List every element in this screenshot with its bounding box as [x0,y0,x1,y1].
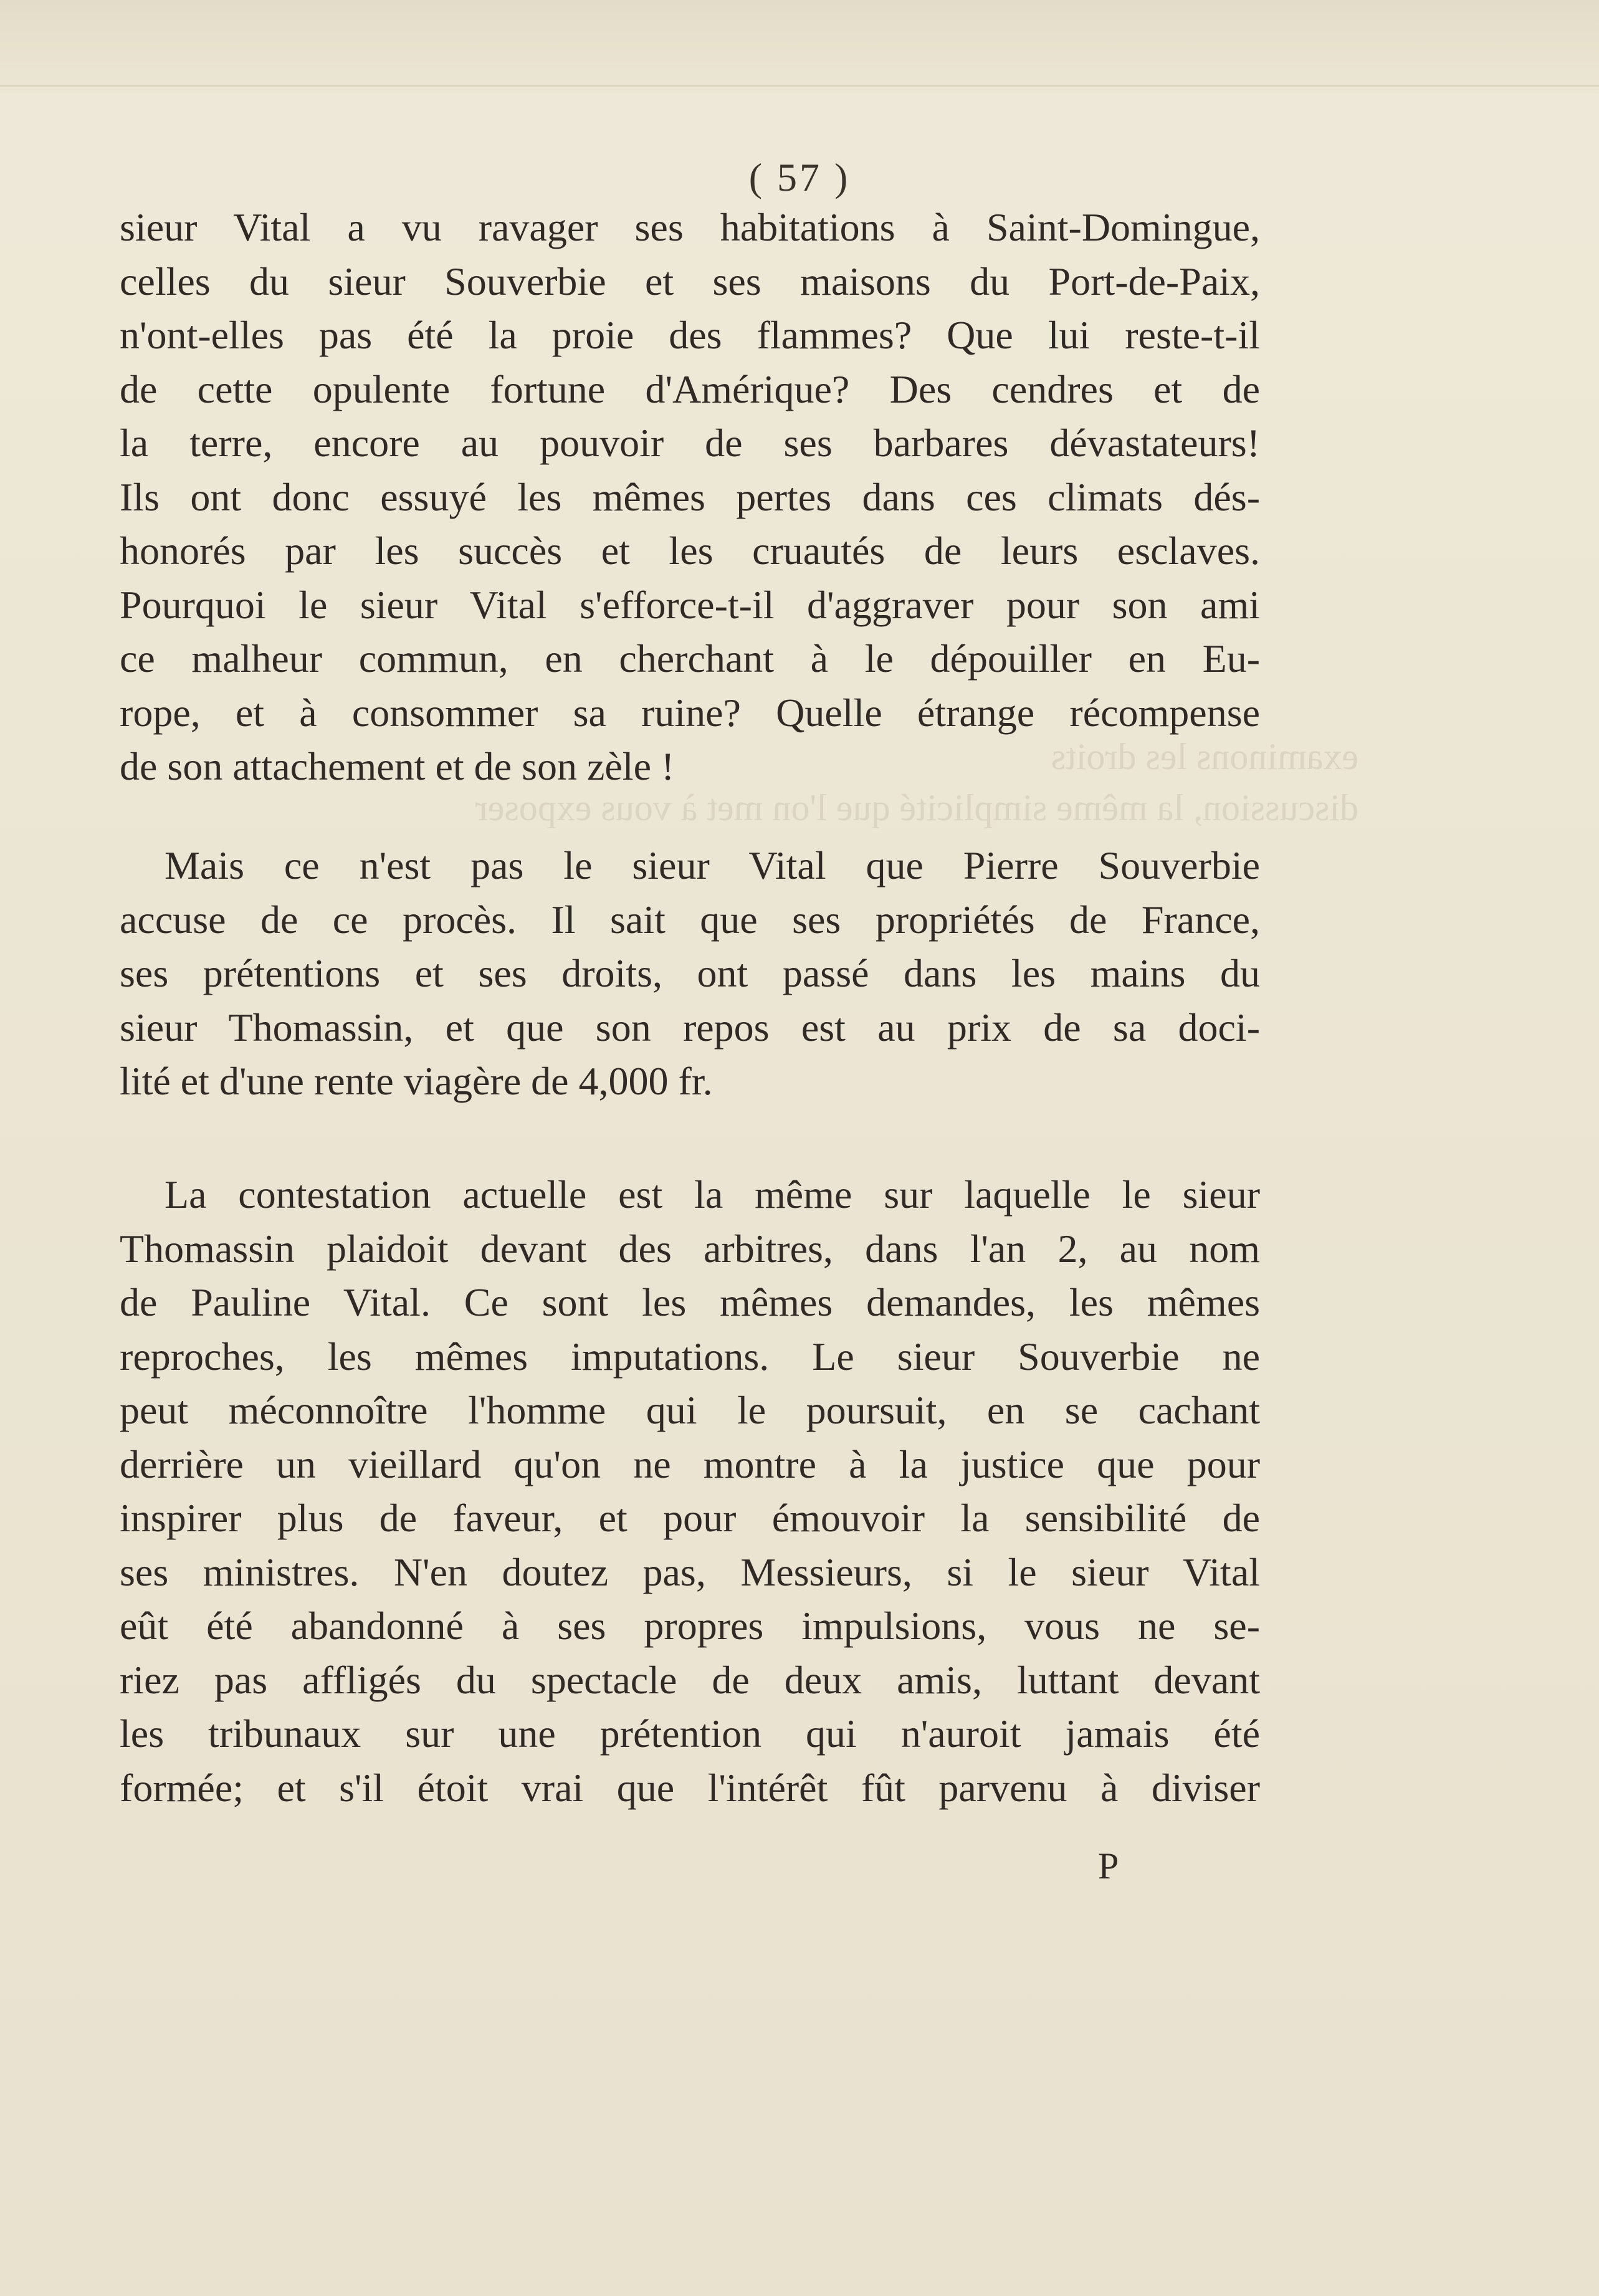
text-line: rope, et à consommer sa ruine? Quelle étrange récompense [120,690,1260,735]
text-line: sieur Thomassin, et que son repos est au prix de sa doci- [120,1005,1260,1050]
text-line: ses ministres. N'en doutez pas, Messieurs, si le sieur Vital [120,1549,1260,1594]
text-line: Thomassin plaidoit devant des arbitres, dans l'an 2, au nom [120,1226,1260,1271]
text-line: celles du sieur Souverbie et ses maisons du Port-de-Paix, [120,259,1260,304]
paragraph-1 [120,201,1260,794]
page-fold-line [0,85,1599,87]
page-top-edge [0,0,1599,93]
text-line: derrière un vieillard qu'on ne montre à la justice que pour [120,1442,1260,1486]
text-line: eût été abandonné à ses propres impulsions, vous ne se- [120,1604,1260,1648]
show-through-text-2: discussion, la même simplicité que l'on met à vous exposer [475,787,1358,828]
page-number: ( 57 ) [748,155,851,199]
text-line: honorés par les succès et les cruautés de leurs esclaves. [120,529,1260,573]
paragraph-2 [120,839,1260,1109]
text-line: reproches, les mêmes imputations. Le sieur Souverbie ne [120,1334,1260,1379]
text-line: la terre, encore au pouvoir de ses barbares dévastateurs! [120,421,1260,465]
paragraph-3 [120,1168,1260,1815]
text-line: inspirer plus de faveur, et pour émouvoir la sensibilité de [120,1496,1260,1540]
text-line: riez pas affligés du spectacle de deux amis, luttant devant [120,1657,1260,1702]
text-line: peut méconnoître l'homme qui le poursuit, en se cachant [120,1388,1260,1432]
text-line: de Pauline Vital. Ce sont les mêmes demandes, les mêmes [120,1280,1260,1324]
text-line: accuse de ce procès. Il sait que ses propriétés de France, [120,897,1260,942]
text-line: de cette opulente fortune d'Amérique? Des cendres et de [120,366,1260,411]
text-line: de son attachement et de son zèle ! [120,744,675,788]
text-line: les tribunaux sur une prétention qui n'auroit jamais été [120,1711,1260,1756]
text-line: n'ont-elles pas été la proie des flammes? Que lui reste-t-il [120,313,1260,357]
text-line: ses prétentions et ses droits, ont passé dans les mains du [120,951,1260,995]
text-line: formée; et s'il étoit vrai que l'intérêt fût parvenu à diviser [120,1765,1260,1810]
text-line: lité et d'une rente viagère de 4,000 fr. [120,1059,713,1103]
text-line: La contestation actuelle est la même sur laquelle le sieur [165,1172,1260,1217]
show-through-text-1: examinons les droits [1051,736,1358,777]
text-line: Ils ont donc essuyé les mêmes pertes dans ces climats dés- [120,474,1260,519]
signature-mark: P [1098,1845,1119,1887]
text-line: Mais ce n'est pas le sieur Vital que Pierre Souverbie [165,843,1260,887]
text-line: Pourquoi le sieur Vital s'efforce-t-il d'aggraver pour son ami [120,582,1260,627]
text-line: sieur Vital a vu ravager ses habitations à Saint-Domingue, [120,205,1260,249]
text-line: ce malheur commun, en cherchant à le dépouiller en Eu- [120,636,1260,681]
